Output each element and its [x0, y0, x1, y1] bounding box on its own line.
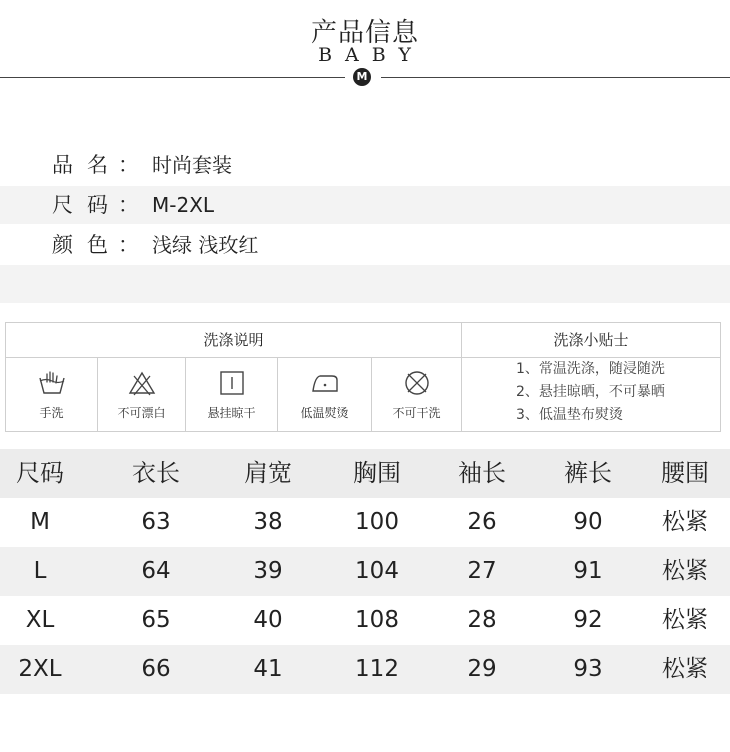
brand-badge: M [353, 68, 371, 86]
size-cell: 2XL [18, 656, 62, 682]
wash-label: 不可干洗 [392, 406, 441, 420]
info-colon: ： [118, 153, 139, 177]
table-row [0, 645, 730, 694]
size-header-cell: 衣长 [132, 459, 180, 487]
wash-label: 不可漂白 [117, 406, 166, 420]
size-header-cell: 胸围 [353, 459, 401, 487]
wash-label: 手洗 [39, 406, 64, 420]
info-label-size: 尺码 [52, 193, 122, 217]
size-cell: 66 [141, 656, 171, 682]
brand-subtitle: BABY [318, 44, 424, 66]
no-bleach-icon [127, 368, 157, 398]
washing-instructions-title: 洗涤说明 [6, 323, 462, 358]
size-cell: 92 [573, 607, 603, 633]
size-header-cell: 腰围 [661, 459, 709, 487]
size-cell: 29 [467, 656, 497, 682]
size-cell: M [30, 509, 50, 535]
hang-dry-icon [217, 368, 247, 398]
no-dry-clean-icon [402, 368, 432, 398]
wash-label: 低温熨烫 [300, 406, 349, 420]
wash-item-hand-wash [6, 358, 98, 431]
info-row-color [0, 226, 730, 264]
size-cell: 90 [573, 509, 603, 535]
washing-tip: 1、常温洗涤，随浸随洗 [516, 361, 665, 377]
info-colon: ： [118, 233, 139, 257]
washing-table [5, 322, 721, 432]
size-cell: 松紧 [662, 607, 708, 633]
size-cell: 64 [141, 558, 171, 584]
size-cell: 41 [253, 656, 283, 682]
wash-label: 悬挂晾干 [207, 406, 256, 420]
size-header-cell: 裤长 [564, 459, 612, 487]
size-cell: XL [25, 607, 55, 633]
size-header-cell: 尺码 [16, 459, 64, 487]
header-divider-right [381, 77, 730, 78]
size-cell: 93 [573, 656, 603, 682]
size-cell: 松紧 [662, 558, 708, 584]
size-cell: 松紧 [662, 656, 708, 682]
info-colon: ： [118, 193, 139, 217]
size-cell: 38 [253, 509, 283, 535]
size-cell: 松紧 [662, 509, 708, 535]
table-row [0, 547, 730, 596]
size-cell: 104 [355, 558, 399, 584]
size-cell: 39 [253, 558, 283, 584]
size-cell: 28 [467, 607, 497, 633]
info-label-name: 品名 [52, 153, 122, 177]
size-cell: L [33, 558, 47, 584]
hand-wash-icon [37, 368, 67, 398]
washing-tip: 3、低温垫布熨烫 [516, 407, 623, 423]
info-row-size [0, 186, 730, 224]
info-row-empty [0, 265, 730, 303]
wash-item-no-dry-clean [372, 358, 462, 431]
washing-tips-list [516, 358, 716, 427]
low-temp-iron-icon [310, 368, 340, 398]
size-cell: 40 [253, 607, 283, 633]
size-header-cell: 袖长 [458, 459, 506, 487]
size-cell: 108 [355, 607, 399, 633]
info-value-name: 时尚套装 [152, 153, 232, 177]
info-row-name [0, 146, 730, 184]
wash-item-low-temp-iron [278, 358, 372, 431]
washing-tip: 2、悬挂晾晒，不可暴晒 [516, 384, 665, 400]
table-row [0, 596, 730, 645]
size-cell: 26 [467, 509, 497, 535]
size-cell: 65 [141, 607, 171, 633]
wash-item-hang-dry [186, 358, 278, 431]
table-row [0, 498, 730, 547]
size-cell: 91 [573, 558, 603, 584]
size-cell: 112 [355, 656, 399, 682]
size-cell: 27 [467, 558, 497, 584]
page-title: 产品信息 [310, 18, 419, 48]
info-value-color: 浅绿 浅玫红 [152, 233, 259, 257]
info-label-color: 颜色 [52, 233, 122, 257]
washing-tips-title: 洗涤小贴士 [462, 323, 720, 358]
size-header-cell: 肩宽 [244, 459, 292, 487]
info-value-size: M-2XL [152, 193, 215, 217]
wash-item-no-bleach [98, 358, 186, 431]
size-cell: 100 [355, 509, 399, 535]
size-cell: 63 [141, 509, 171, 535]
size-table-header [0, 449, 730, 498]
header-divider-left [0, 77, 345, 78]
